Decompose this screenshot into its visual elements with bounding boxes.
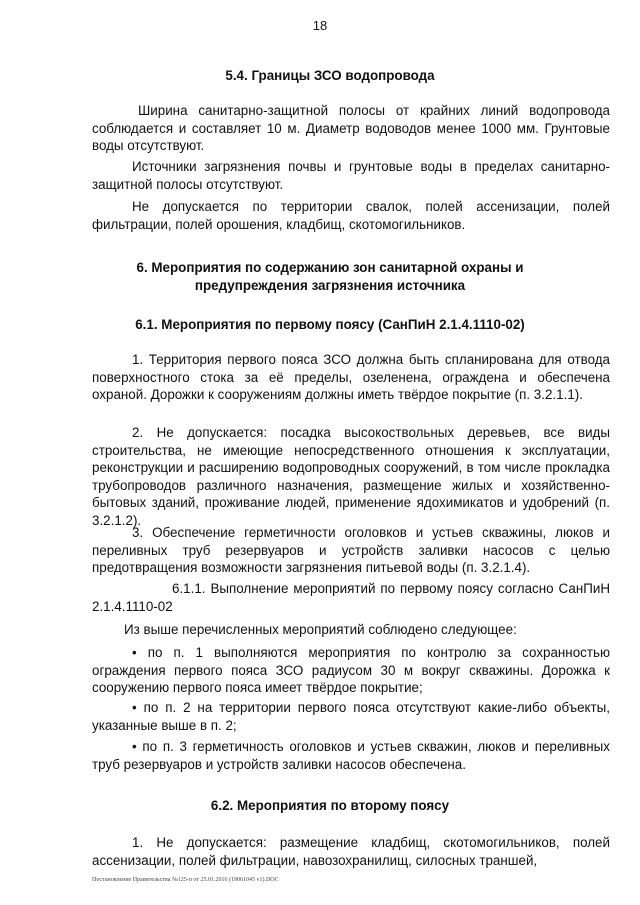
paragraph: Источники загрязнения почвы и грунтовые воды в пределах санитарно-защитной полосы отсутствуют. — [92, 159, 610, 192]
paragraph: 6.1.1. Выполнение мероприятий по первому поясу согласно СанПиН 2.1.4.1110-02 — [92, 581, 610, 614]
list-item: • по п. 2 на территории первого пояса отсутствуют какие-либо объекты, указанные выше в п. 2; — [92, 700, 610, 733]
paragraph: 3. Обеспечение герметичности оголовков и устьев скважины, люков и переливных труб резервуаров и устройств заливки насосов с целью предотвращения возможности загрязнения питьевой воды (п. 3.2.1.4). — [92, 525, 610, 575]
paragraph: Ширина санитарно-защитной полосы от крайних линий водопровода соблюдается и составляет 10 м. Диаметр водоводов менее 1000 мм. Грунтовые воды отсутствуют. — [92, 103, 610, 153]
paragraph: 2. Не допускается: посадка высокоствольных деревьев, все виды строительства, не имеющие непосредственного отношения к эксплуатации, реконструкции и расширению водопроводных сооружений, в том числе прокладка трубопроводов различного назначения, размещение жилых и хозяйственно-бытовых зданий, проживание людей, применение ядохимикатов и удобрений (п. 3.2.1.2). — [92, 425, 610, 528]
paragraph: Не допускается по территории свалок, полей ассенизации, полей фильтрации, полей орошения, кладбищ, скотомогильников. — [92, 199, 610, 232]
section-6-1-heading: 6.1. Мероприятия по первому поясу (СанПиН 2.1.4.1110-02) — [135, 317, 525, 332]
list-item: • по п. 3 герметичность оголовков и устьев скважин, люков и переливных труб резервуаров и устройств заливки насосов обеспечена. — [92, 739, 610, 772]
paragraph: 1. Не допускается: размещение кладбищ, скотомогильников, полей ассенизации, полей фильтрации, навозохранилищ, силосных траншей, — [92, 835, 610, 868]
section-6-heading-line2: предупреждения загрязнения источника — [194, 278, 466, 293]
page-number: 18 — [312, 18, 328, 33]
paragraph: Из выше перечисленных мероприятий соблюдено следующее: — [124, 622, 517, 637]
section-5-4-heading: 5.4. Границы ЗСО водопровода — [225, 68, 435, 83]
document-footer: Постановление Правительства №125-п от 25.01.2016 (19061045 v1).DOC — [92, 877, 279, 883]
section-6-heading-line1: 6. Мероприятия по содержанию зон санитарной охраны и — [136, 260, 524, 275]
paragraph: 1. Территория первого пояса ЗСО должна быть спланирована для отвода поверхностного стока за её пределы, озеленена, ограждена и обеспечена охраной. Дорожки к сооружениям должны иметь твёрдое покрытие (п. 3.2.1.1). — [92, 352, 610, 402]
list-item: • по п. 1 выполняются мероприятия по контролю за сохранностью ограждения первого пояса ЗСО радиусом 30 м вокруг скважины. Дорожка к сооружению первого пояса имеет твёрдое покрытие; — [92, 645, 610, 695]
section-6-2-heading: 6.2. Мероприятия по второму поясу — [210, 798, 450, 813]
